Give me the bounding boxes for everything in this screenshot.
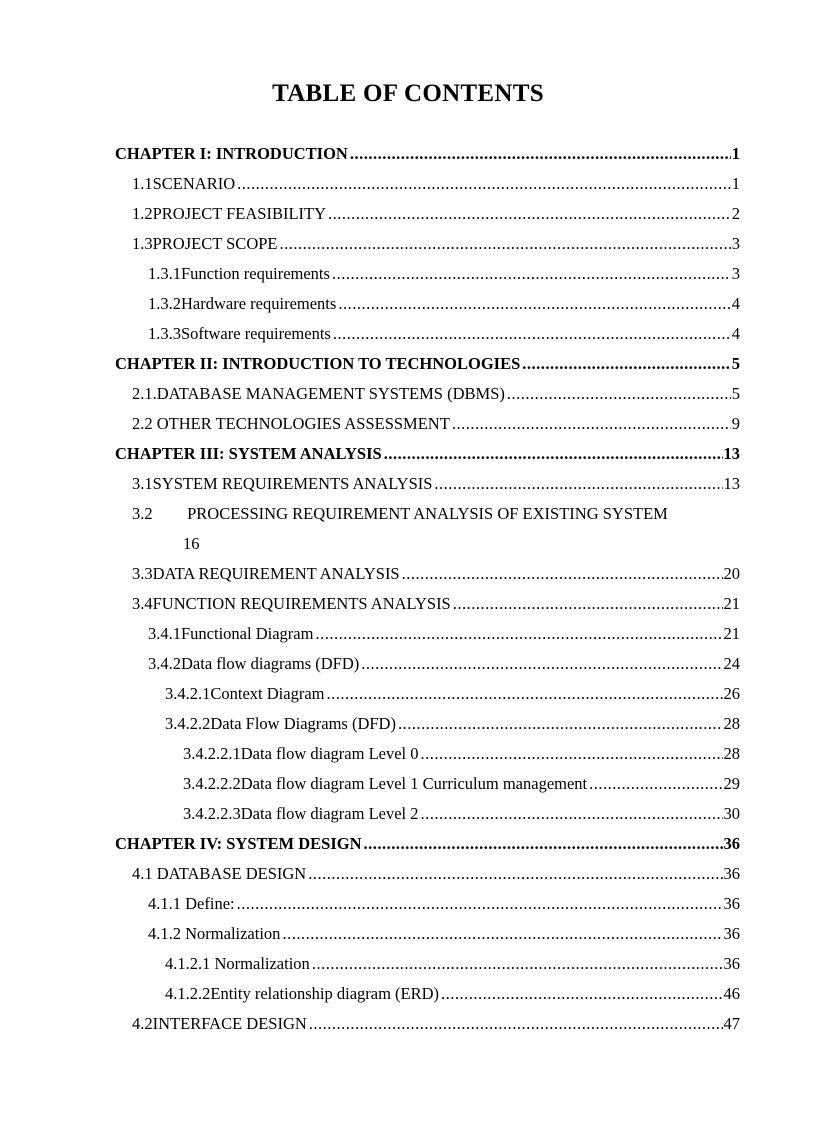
toc-entry-number: 3.4.2.2.1 <box>183 744 241 763</box>
toc-entry-text: CHAPTER III: SYSTEM ANALYSIS <box>115 444 382 463</box>
leader-dots <box>308 864 722 884</box>
toc-entry-number: 4.1.2.2 <box>165 984 211 1003</box>
toc-section-1-3[interactable] <box>115 230 740 260</box>
toc-page-number: 30 <box>723 804 740 823</box>
toc-chapter-4[interactable] <box>115 830 740 860</box>
toc-section-3-3[interactable] <box>115 560 740 590</box>
table-of-contents <box>115 140 740 1040</box>
toc-page-number: 16 <box>183 534 200 553</box>
toc-chapter-3[interactable] <box>115 440 740 470</box>
toc-page-number: 1 <box>731 144 740 163</box>
toc-section-3-4-2-2-2[interactable] <box>115 770 740 800</box>
toc-entry-number: 1.3.1 <box>148 264 181 283</box>
leader-dots <box>441 984 722 1004</box>
toc-entry-text: Data Flow Diagrams (DFD) <box>210 714 396 733</box>
toc-page-number: 28 <box>723 744 740 763</box>
toc-section-4-1-2-1[interactable] <box>115 950 740 980</box>
toc-entry-text: SCENARIO <box>152 174 236 193</box>
toc-entry-text: Software requirements <box>181 324 331 343</box>
toc-page-number: 47 <box>723 1014 740 1033</box>
toc-entry-number: 1.2 <box>132 204 153 223</box>
toc-entry-text: SYSTEM REQUIREMENTS ANALYSIS <box>152 474 433 493</box>
toc-entry-number: 4.2 <box>132 1014 153 1033</box>
toc-page-number: 3 <box>731 264 740 283</box>
toc-entry-text: 4.1 DATABASE DESIGN <box>132 864 307 883</box>
toc-page-number: 21 <box>723 624 740 643</box>
toc-section-3-4-2-2-1[interactable] <box>115 740 740 770</box>
page-title: TABLE OF CONTENTS <box>272 80 544 107</box>
toc-entry-text: PROCESSING REQUIREMENT ANALYSIS OF EXISTING SYSTEM <box>187 504 668 523</box>
toc-entry-number: 1.3.2 <box>148 294 181 313</box>
toc-section-3-1[interactable] <box>115 470 740 500</box>
toc-section-4-2[interactable] <box>115 1010 740 1040</box>
toc-entry-text: Data flow diagram Level 2 <box>240 804 419 823</box>
toc-section-1-3-2[interactable] <box>115 290 740 320</box>
leader-dots <box>434 474 722 494</box>
toc-entry-number: 3.1 <box>132 474 153 493</box>
toc-section-3-2[interactable] <box>115 500 740 560</box>
toc-section-4-1-2-2[interactable] <box>115 980 740 1010</box>
toc-section-2-1[interactable] <box>115 380 740 410</box>
toc-page-number: 13 <box>723 444 740 463</box>
leader-dots <box>364 834 723 854</box>
toc-page-number: 36 <box>723 924 740 943</box>
toc-entry-number: 3.4.2.2.2 <box>183 774 241 793</box>
toc-page-number: 36 <box>723 834 740 853</box>
toc-page-number: 29 <box>723 774 740 793</box>
toc-section-1-3-3[interactable] <box>115 320 740 350</box>
leader-dots <box>350 144 731 164</box>
leader-dots <box>237 894 723 914</box>
toc-entry-number: 3.4.2.2 <box>165 714 211 733</box>
leader-dots <box>522 354 730 374</box>
toc-entry-text: DATA REQUIREMENT ANALYSIS <box>152 564 400 583</box>
leader-dots <box>421 804 723 824</box>
toc-chapter-2[interactable] <box>115 350 740 380</box>
toc-section-3-4-2[interactable] <box>115 650 740 680</box>
toc-page-number: 36 <box>723 954 740 973</box>
toc-entry-text: CHAPTER II: INTRODUCTION TO TECHNOLOGIES <box>115 354 521 373</box>
leader-dots <box>402 564 723 584</box>
toc-section-3-4-2-1[interactable] <box>115 680 740 710</box>
toc-entry-text: Data flow diagrams (DFD) <box>181 654 360 673</box>
toc-entry-text: CHAPTER I: INTRODUCTION <box>115 144 348 163</box>
leader-dots <box>507 384 731 404</box>
toc-page-number: 5 <box>731 354 740 373</box>
toc-section-4-1-1[interactable] <box>115 890 740 920</box>
leader-dots <box>328 204 731 224</box>
toc-entry-text: FUNCTION REQUIREMENTS ANALYSIS <box>152 594 451 613</box>
toc-entry-text: PROJECT SCOPE <box>152 234 278 253</box>
toc-section-3-4-1[interactable] <box>115 620 740 650</box>
toc-section-4-1-2[interactable] <box>115 920 740 950</box>
leader-dots <box>315 624 722 644</box>
toc-entry-text: Hardware requirements <box>181 294 337 313</box>
toc-section-1-1[interactable] <box>115 170 740 200</box>
leader-dots <box>338 294 730 314</box>
leader-dots <box>333 324 731 344</box>
toc-entry-text: 4.1.2 Normalization <box>148 924 281 943</box>
toc-page-number: 36 <box>723 894 740 913</box>
toc-page-number: 20 <box>723 564 740 583</box>
toc-entry-number: 1.3 <box>132 234 153 253</box>
toc-entry-text: 4.1.1 Define: <box>148 894 235 913</box>
leader-dots <box>589 774 722 794</box>
toc-entry-text: 4.1.2.1 Normalization <box>165 954 310 973</box>
toc-entry-text: Data flow diagram Level 0 <box>240 744 419 763</box>
leader-dots <box>332 264 731 284</box>
toc-entry-text: Functional Diagram <box>181 624 314 643</box>
toc-page-number: 46 <box>723 984 740 1003</box>
leader-dots <box>312 954 723 974</box>
leader-dots <box>452 414 731 434</box>
toc-page-number: 9 <box>731 414 740 433</box>
toc-page-number: 1 <box>731 174 740 193</box>
toc-page-number: 13 <box>723 474 740 493</box>
toc-page-number: 2 <box>731 204 740 223</box>
toc-entry-number: 3.4 <box>132 594 153 613</box>
toc-page-number: 21 <box>723 594 740 613</box>
toc-page-number: 26 <box>723 684 740 703</box>
toc-entry-text: Entity relationship diagram (ERD) <box>210 984 440 1003</box>
toc-page-number: 36 <box>723 864 740 883</box>
leader-dots <box>326 684 722 704</box>
leader-dots <box>398 714 723 734</box>
leader-dots <box>361 654 722 674</box>
toc-section-2-2[interactable] <box>115 410 740 440</box>
toc-entry-number: 3.2 <box>132 504 153 523</box>
leader-dots <box>280 234 731 254</box>
toc-page-number: 24 <box>723 654 740 673</box>
toc-section-4-1[interactable] <box>115 860 740 890</box>
toc-entry-text: Context Diagram <box>210 684 325 703</box>
toc-section-3-4[interactable] <box>115 590 740 620</box>
toc-entry-number: 2.1. <box>132 384 157 403</box>
toc-chapter-1[interactable] <box>115 140 740 170</box>
toc-entry-text: CHAPTER IV: SYSTEM DESIGN <box>115 834 362 853</box>
toc-entry-number: 3.4.2.1 <box>165 684 211 703</box>
toc-page-number: 28 <box>723 714 740 733</box>
leader-dots <box>453 594 723 614</box>
toc-section-3-4-2-2-3[interactable] <box>115 800 740 830</box>
toc-page-number: 3 <box>731 234 740 253</box>
leader-dots <box>384 444 723 464</box>
toc-entry-text: 2.2 OTHER TECHNOLOGIES ASSESSMENT <box>132 414 450 433</box>
leader-dots <box>237 174 731 194</box>
leader-dots <box>282 924 722 944</box>
toc-entry-number: 1.3.3 <box>148 324 181 343</box>
toc-entry-number: 3.3 <box>132 564 153 583</box>
toc-entry-text: DATABASE MANAGEMENT SYSTEMS (DBMS) <box>156 384 505 403</box>
leader-dots <box>309 1014 723 1034</box>
toc-entry-text: Data flow diagram Level 1 Curriculum management <box>240 774 588 793</box>
toc-entry-text: PROJECT FEASIBILITY <box>152 204 327 223</box>
toc-entry-number: 1.1 <box>132 174 153 193</box>
toc-entry-text: Function requirements <box>181 264 330 283</box>
toc-entry-number: 3.4.2 <box>148 654 181 673</box>
toc-entry-number: 3.4.1 <box>148 624 181 643</box>
toc-entry-number: 3.4.2.2.3 <box>183 804 241 823</box>
toc-page-number: 4 <box>731 324 740 343</box>
toc-page-number: 4 <box>731 294 740 313</box>
leader-dots <box>421 744 723 764</box>
toc-section-1-2[interactable] <box>115 200 740 230</box>
toc-section-3-4-2-2[interactable] <box>115 710 740 740</box>
toc-section-1-3-1[interactable] <box>115 260 740 290</box>
toc-entry-text: INTERFACE DESIGN <box>152 1014 307 1033</box>
toc-page-number: 5 <box>731 384 740 403</box>
